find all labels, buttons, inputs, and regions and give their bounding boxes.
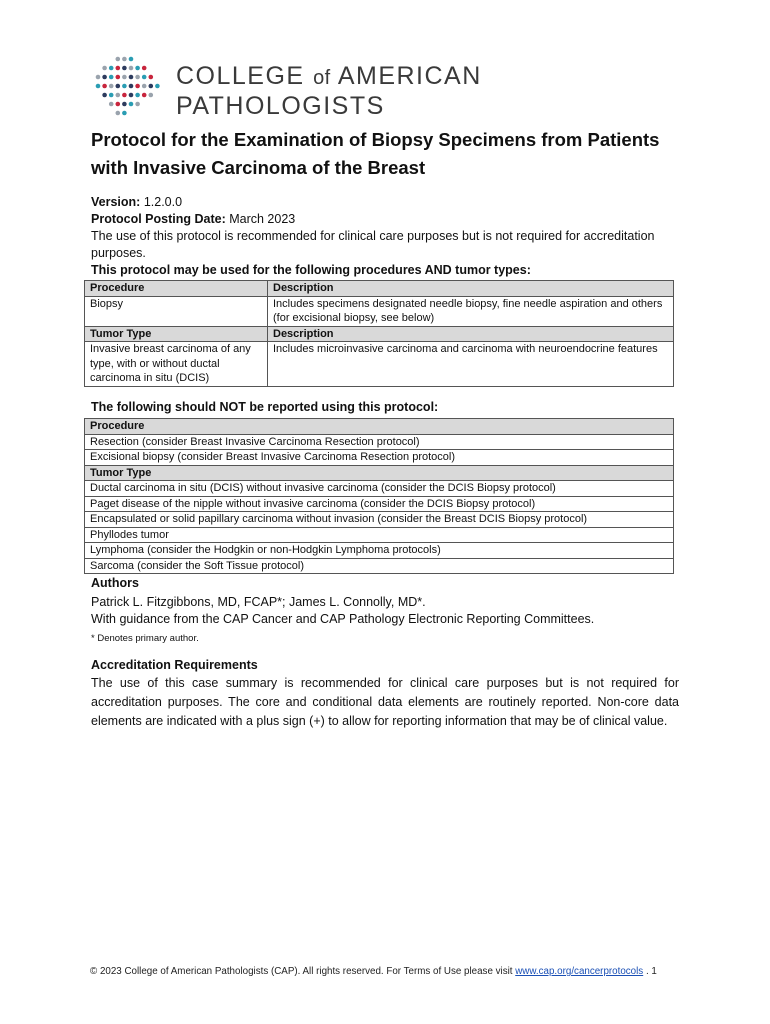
logo-dot <box>116 57 121 62</box>
logo-dot <box>129 57 134 62</box>
logo-dot <box>122 66 127 71</box>
version-value: 1.2.0.0 <box>143 195 183 209</box>
logo-dot <box>149 75 154 80</box>
procedures-heading <box>91 262 691 279</box>
table-cell: Includes specimens designated needle biopsy, fine needle aspiration and others (for excisional biopsy, see below) <box>268 296 674 326</box>
copyright-text: © 2023 College of American Pathologists (CAP). All rights reserved. For Terms of Use please visit <box>90 966 513 977</box>
logo-dot <box>135 102 140 107</box>
page-number: . 1 <box>645 966 657 977</box>
page-footer <box>90 966 690 977</box>
table-header-row <box>85 326 674 342</box>
logo-dot <box>109 93 114 98</box>
header-cell: Tumor Type <box>85 465 674 481</box>
procedures-heading-text: This protocol may be used for the following procedures AND tumor types: <box>91 263 531 277</box>
logo-dot <box>135 84 140 89</box>
posting-date-line <box>91 211 691 228</box>
table-row <box>85 434 674 450</box>
posting-date-label: Protocol Posting Date: <box>91 212 226 226</box>
logo-dot <box>122 84 127 89</box>
protocol-meta <box>91 194 691 279</box>
authors-heading: Authors <box>91 576 139 590</box>
logo-dot <box>109 75 114 80</box>
table-row <box>85 296 674 326</box>
procedures-table <box>84 280 674 387</box>
logo-dot <box>116 111 121 116</box>
table-cell: Encapsulated or solid papillary carcinoma without invasion (consider the Breast DCIS Biopsy protocol) <box>85 512 674 528</box>
table-cell: Phyllodes tumor <box>85 527 674 543</box>
logo-dot <box>109 66 114 71</box>
logo-dot <box>116 75 121 80</box>
table-cell: Includes microinvasive carcinoma and carcinoma with neuroendocrine features <box>268 342 674 387</box>
logo-word-of: of <box>313 67 331 89</box>
table-row <box>85 342 674 387</box>
logo-dot <box>129 84 134 89</box>
document-title: Protocol for the Examination of Biopsy Specimens from Patients with Invasive Carcinoma of the Breast <box>91 129 660 178</box>
accreditation-text: The use of this case summary is recommended for clinical care purposes but is not required for accreditation purposes. The core and conditional data elements are routinely reported. Non-core data elements are indicated with a plus sign (+) to allow for reporting information that may be of clinical value. <box>91 676 679 728</box>
not-reported-table <box>84 418 674 574</box>
authors-section <box>91 594 691 647</box>
logo-dot <box>135 66 140 71</box>
logo-dot <box>135 75 140 80</box>
table-cell: Resection (consider Breast Invasive Carcinoma Resection protocol) <box>85 434 674 450</box>
logo-dot <box>102 66 107 71</box>
logo-dot <box>142 75 147 80</box>
logo-dot <box>96 75 101 80</box>
logo-dot <box>102 75 107 80</box>
logo-dot <box>135 93 140 98</box>
logo-dot <box>142 84 147 89</box>
table-cell: Excisional biopsy (consider Breast Invasive Carcinoma Resection protocol) <box>85 450 674 466</box>
logo-dot <box>129 102 134 107</box>
logo-dot <box>102 93 107 98</box>
logo-word-american: AMERICAN <box>337 62 482 90</box>
table-header-row <box>85 465 674 481</box>
table-cell: Invasive breast carcinoma of any type, with or without ductal carcinoma in situ (DCIS) <box>85 342 268 387</box>
logo-dot <box>109 84 114 89</box>
table-row <box>85 558 674 574</box>
table-cell: Lymphoma (consider the Hodgkin or non-Hodgkin Lymphoma protocols) <box>85 543 674 559</box>
version-line <box>91 194 691 211</box>
logo-dot <box>129 75 134 80</box>
not-reported-heading: The following should NOT be reported using this protocol: <box>91 400 439 414</box>
accreditation-heading: Accreditation Requirements <box>91 658 258 672</box>
logo-line-2: PATHOLOGISTS <box>176 92 385 120</box>
cap-logo <box>94 54 482 120</box>
logo-dot <box>129 93 134 98</box>
table-cell: Biopsy <box>85 296 268 326</box>
logo-dot <box>142 66 147 71</box>
table-cell: Ductal carcinoma in situ (DCIS) without invasive carcinoma (consider the DCIS Biopsy protocol) <box>85 481 674 497</box>
logo-dot <box>116 93 121 98</box>
logo-dot <box>122 75 127 80</box>
table-row <box>85 543 674 559</box>
logo-dot <box>116 66 121 71</box>
table-row <box>85 496 674 512</box>
header-cell: Description <box>268 326 674 342</box>
posting-date-value: March 2023 <box>229 212 296 226</box>
logo-dot <box>149 84 154 89</box>
logo-dot <box>116 102 121 107</box>
table-header-row <box>85 419 674 435</box>
logo-dot <box>149 93 154 98</box>
cap-dot-logo-icon <box>94 54 162 118</box>
logo-dot <box>129 66 134 71</box>
logo-dot <box>102 84 107 89</box>
logo-dot <box>122 93 127 98</box>
logo-dot <box>116 84 121 89</box>
logo-dot <box>109 102 114 107</box>
primary-author-note: * Denotes primary author. <box>91 633 199 644</box>
author-guidance: With guidance from the CAP Cancer and CAP Pathology Electronic Reporting Committees. <box>91 612 595 626</box>
header-cell: Description <box>268 281 674 297</box>
logo-line-1 <box>176 62 482 92</box>
table-row <box>85 450 674 466</box>
logo-dot <box>122 57 127 62</box>
table-cell: Sarcoma (consider the Soft Tissue protocol) <box>85 558 674 574</box>
table-row <box>85 481 674 497</box>
table-header-row <box>85 281 674 297</box>
logo-word-college: COLLEGE <box>176 62 305 90</box>
version-label: Version: <box>91 195 141 209</box>
logo-dot <box>122 111 127 116</box>
author-names: Patrick L. Fitzgibbons, MD, FCAP*; James L. Connolly, MD*. <box>91 595 426 609</box>
header-cell: Procedure <box>85 281 268 297</box>
table-cell: Paget disease of the nipple without invasive carcinoma (consider the DCIS Biopsy protocol) <box>85 496 674 512</box>
logo-dot <box>142 93 147 98</box>
logo-dot <box>96 84 101 89</box>
logo-dot <box>155 84 160 89</box>
use-statement: The use of this protocol is recommended for clinical care purposes but is not required for accreditation purposes. <box>91 229 655 260</box>
cancer-protocols-link[interactable]: www.cap.org/cancerprotocols <box>515 966 644 977</box>
header-cell: Tumor Type <box>85 326 268 342</box>
table-row <box>85 512 674 528</box>
table-row <box>85 527 674 543</box>
logo-wordmark <box>176 62 482 120</box>
logo-dot <box>122 102 127 107</box>
header-cell: Procedure <box>85 419 674 435</box>
